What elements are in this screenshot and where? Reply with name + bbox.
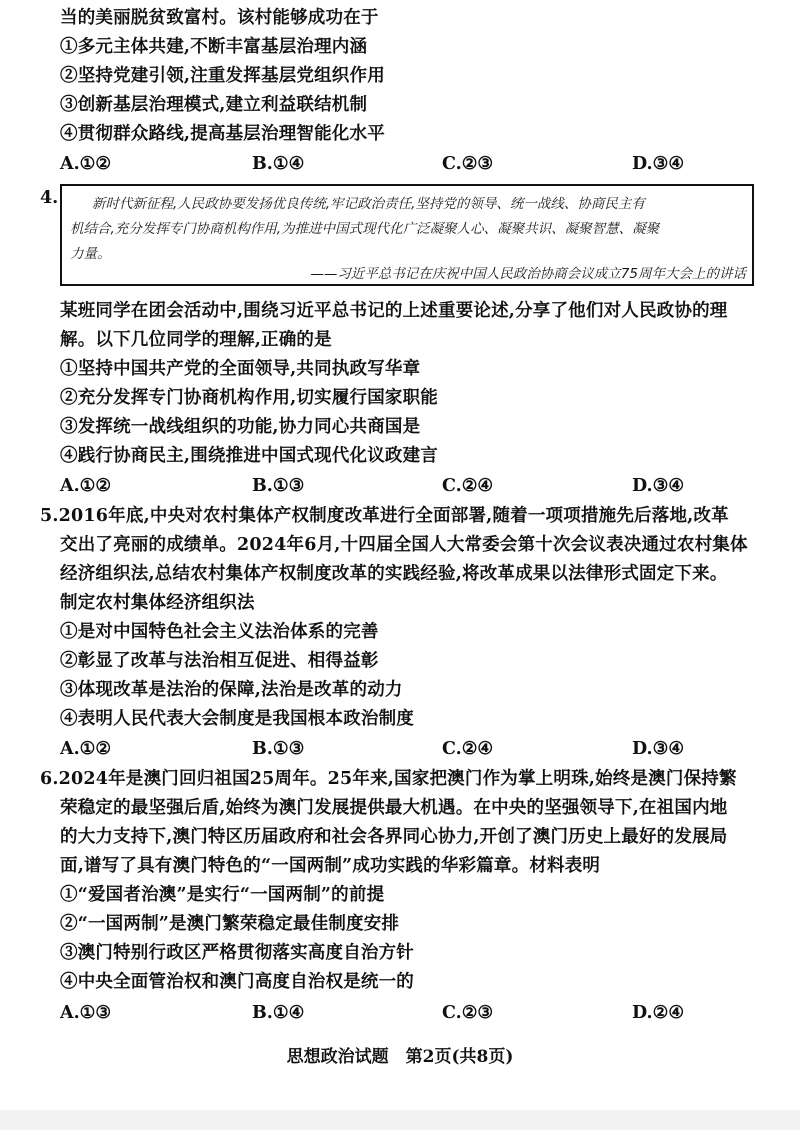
q3-choices (60, 152, 780, 176)
q3-option-2: ②坚持党建引领,注重发挥基层党组织作用 (60, 66, 385, 86)
q4-quote-box (60, 184, 754, 286)
q6-choice-d: D.②④ (632, 1003, 685, 1023)
q5-choice-d: D.③④ (632, 739, 685, 759)
q6-option-1: ①“爱国者治澳”是实行“一国两制”的前提 (60, 885, 385, 905)
q4-choice-a: A.①② (60, 476, 112, 496)
q6-option-4: ④中央全面管治权和澳门高度自治权是统一的 (60, 972, 414, 992)
q4-stem-line-1: 某班同学在团会活动中,围绕习近平总书记的上述重要论述,分享了他们对人民政协的理 (60, 301, 728, 321)
q4-option-2: ②充分发挥专门协商机构作用,切实履行国家职能 (60, 388, 438, 408)
page-footer: 思想政治试题 第2页(共8页) (286, 1047, 514, 1067)
q5-choice-b: B.①③ (252, 739, 305, 759)
q5-stem-line-4: 制定农村集体经济组织法 (60, 593, 255, 613)
q4-quote-line-2: 机结合,充分发挥专门协商机构作用,为推进中国式现代化广泛凝聚人心、凝聚共识、凝聚智慧、凝聚 (70, 221, 660, 237)
q6-stem-line-1: 6.2024年是澳门回归祖国25周年。25年来,国家把澳门作为掌上明珠,始终是澳门保持繁 (40, 769, 737, 789)
q3-choice-a: A.①② (60, 154, 112, 174)
q6-stem-line-2: 荣稳定的最坚强后盾,始终为澳门发展提供最大机遇。在中央的坚强领导下,在祖国内地 (60, 798, 728, 818)
q5-stem-line-3: 经济组织法,总结农村集体产权制度改革的实践经验,将改革成果以法律形式固定下来。 (60, 564, 728, 584)
q6-stem-line-4: 面,谱写了具有澳门特色的“一国两制”成功实践的华彩篇章。材料表明 (60, 856, 601, 876)
q3-option-4: ④贯彻群众路线,提高基层治理智能化水平 (60, 124, 385, 144)
q5-option-1: ①是对中国特色社会主义法治体系的完善 (60, 622, 379, 642)
q4-option-4: ④践行协商民主,围绕推进中国式现代化议政建言 (60, 446, 438, 466)
q4-choices (60, 474, 780, 498)
q4-choice-b: B.①③ (252, 476, 305, 496)
q6-choices (60, 1001, 780, 1025)
q5-choices (60, 737, 780, 761)
scan-bottom-strip (0, 1110, 800, 1130)
q4-quote-line-1: 新时代新征程,人民政协要发扬优良传统,牢记政治责任,坚持党的领导、统一战线、协商民主有 (92, 196, 645, 212)
q3-choice-b: B.①④ (252, 154, 305, 174)
q3-choice-c: C.②③ (442, 154, 494, 174)
q3-option-3: ③创新基层治理模式,建立利益联结机制 (60, 95, 368, 115)
q4-choice-d: D.③④ (632, 476, 685, 496)
q4-option-1: ①坚持中国共产党的全面领导,共同执政写华章 (60, 359, 421, 379)
q4-stem-line-2: 解。以下几位同学的理解,正确的是 (60, 330, 332, 350)
q5-stem-line-1: 5.2016年底,中央对农村集体产权制度改革进行全面部署,随着一项项措施先后落地,改革 (40, 506, 729, 526)
q4-quote-source: ——习近平总书记在庆祝中国人民政治协商会议成立75周年大会上的讲话 (310, 266, 746, 282)
q4-number: 4. (40, 188, 59, 208)
q5-choice-c: C.②④ (442, 739, 494, 759)
q3-choice-d: D.③④ (632, 154, 685, 174)
q5-option-3: ③体现改革是法治的保障,法治是改革的动力 (60, 680, 403, 700)
q6-choice-b: B.①④ (252, 1003, 305, 1023)
q6-stem-line-3: 的大力支持下,澳门特区历届政府和社会各界同心协力,开创了澳门历史上最好的发展局 (60, 827, 728, 847)
q6-option-2: ②“一国两制”是澳门繁荣稳定最佳制度安排 (60, 914, 400, 934)
q6-choice-a: A.①③ (60, 1003, 112, 1023)
q4-option-3: ③发挥统一战线组织的功能,协力同心共商国是 (60, 417, 421, 437)
q5-option-4: ④表明人民代表大会制度是我国根本政治制度 (60, 709, 414, 729)
q5-option-2: ②彰显了改革与法治相互促进、相得益彰 (60, 651, 379, 671)
q3-stem-tail: 当的美丽脱贫致富村。该村能够成功在于 (60, 8, 379, 28)
q6-option-3: ③澳门特别行政区严格贯彻落实高度自治方针 (60, 943, 414, 963)
q5-choice-a: A.①② (60, 739, 112, 759)
q4-choice-c: C.②④ (442, 476, 494, 496)
q3-option-1: ①多元主体共建,不断丰富基层治理内涵 (60, 37, 368, 57)
q5-stem-line-2: 交出了亮丽的成绩单。2024年6月,十四届全国人大常委会第十次会议表决通过农村集体 (60, 535, 748, 555)
q4-quote-line-3: 力量。 (70, 246, 111, 262)
q6-choice-c: C.②③ (442, 1003, 494, 1023)
